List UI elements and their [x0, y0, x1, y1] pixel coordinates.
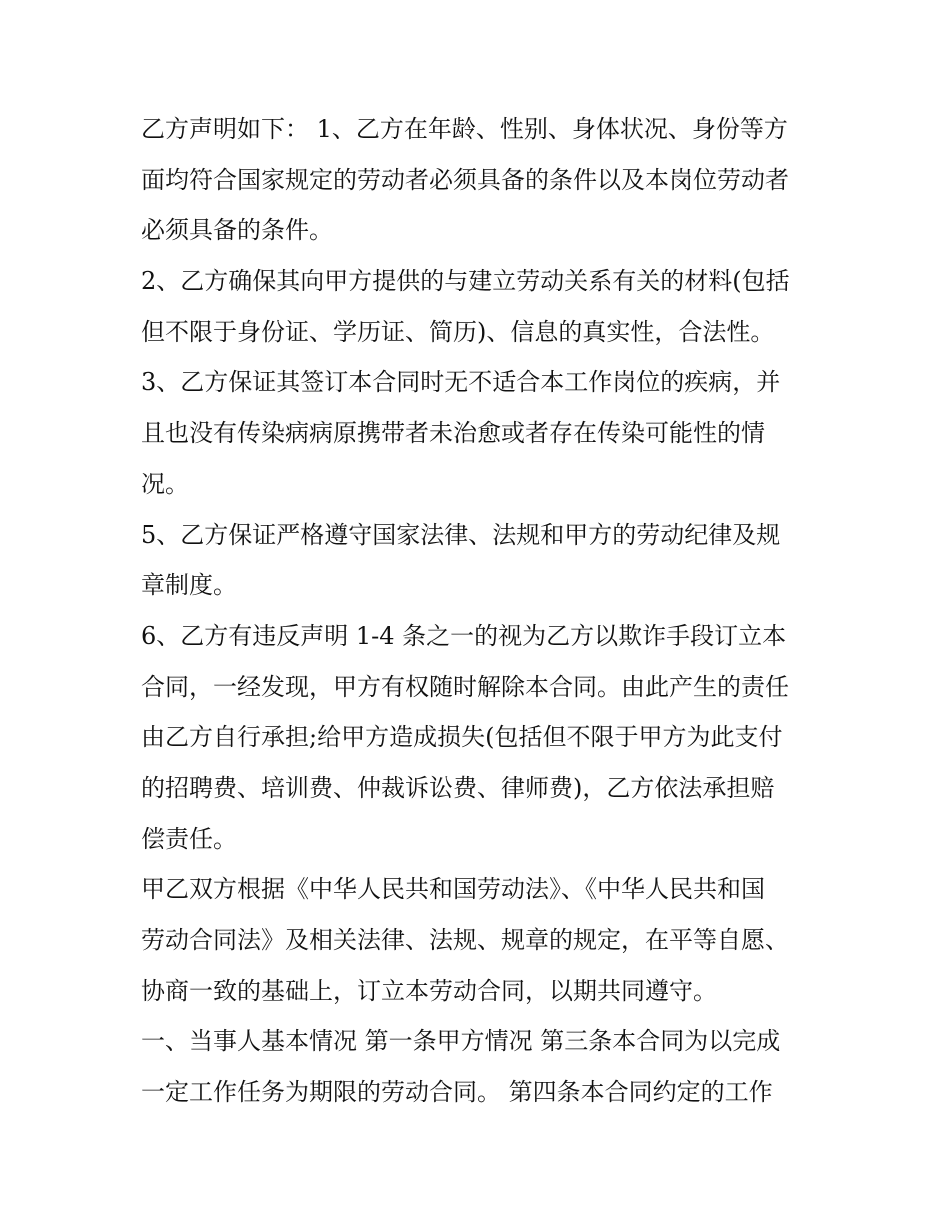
text-line: 且也没有传染病病原携带者未治愈或者存在传染可能性的情 [141, 419, 765, 448]
text-line: 甲乙双方根据《中华人民共和国劳动法》、《中华人民共和国 [141, 875, 765, 904]
text-line: 的招聘费、培训费、仲裁诉讼费、律师费)，乙方依法承担赔 [141, 773, 775, 802]
text-line: 合同，一经发现，甲方有权随时解除本合同。由此产生的责任 [141, 672, 789, 701]
text-line: 一、当事人基本情况 第一条甲方情况 第三条本合同为以完成 [141, 1027, 781, 1056]
text-line: 必须具备的条件。 [141, 216, 333, 245]
text-line: 协商一致的基础上，订立本劳动合同，以期共同遵守。 [141, 976, 717, 1005]
text-line: 但不限于身份证、学历证、简历)、信息的真实性，合法性。 [141, 317, 775, 346]
text-line: 乙方声明如下： 1、乙方在年龄、性别、身体状况、身份等方 [141, 115, 788, 143]
text-line: 3、乙方保证其签订本合同时无不适合本工作岗位的疾病，并 [141, 368, 781, 397]
document-body [141, 104, 821, 1118]
text-line: 6、乙方有违反声明 1-4 条之一的视为乙方以欺诈手段订立本 [141, 621, 787, 650]
text-line: 章制度。 [141, 571, 237, 600]
text-line: 一定工作任务为期限的劳动合同。 第四条本合同约定的工作 [141, 1078, 773, 1107]
text-line: 由乙方自行承担;给甲方造成损失(包括但不限于甲方为此支付 [141, 723, 783, 752]
text-line: 偿责任。 [141, 824, 237, 853]
text-line: 劳动合同法》及相关法律、法规、规章的规定，在平等自愿、 [141, 926, 789, 954]
text-line: 2、乙方确保其向甲方提供的与建立劳动关系有关的材料(包括 [141, 267, 790, 296]
text-line: 面均符合国家规定的劳动者必须具备的条件以及本岗位劳动者 [141, 165, 789, 194]
text-line: 况。 [141, 469, 189, 498]
text-line: 5、乙方保证严格遵守国家法律、法规和甲方的劳动纪律及规 [141, 520, 781, 549]
